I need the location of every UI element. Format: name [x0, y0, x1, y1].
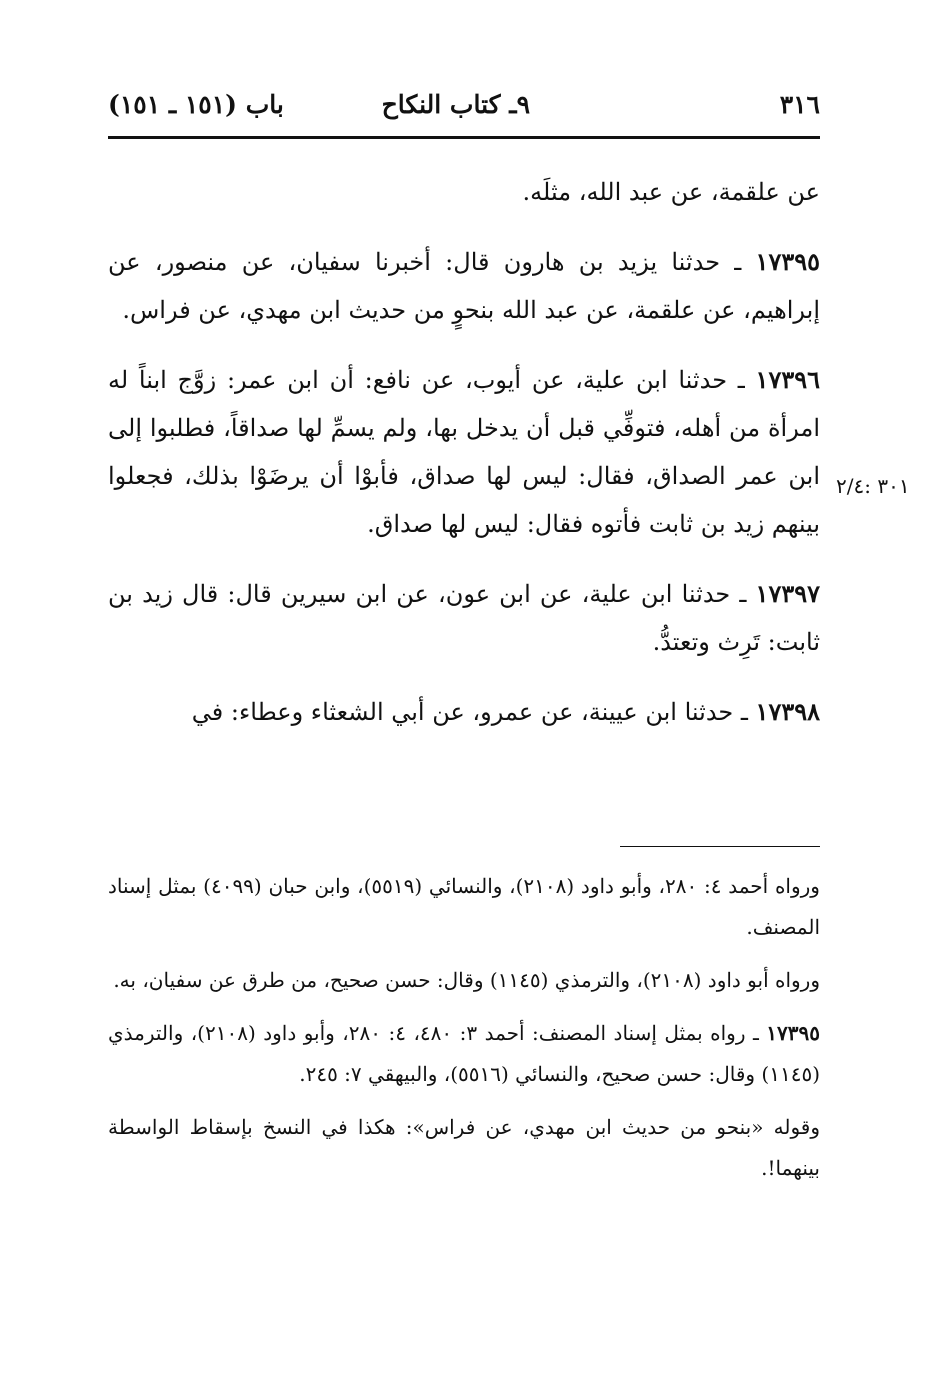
chapter-title: باب (١٥١ ـ ١٥١): [108, 90, 284, 119]
footnote: [108, 1013, 820, 1095]
page-number: ٣١٦: [779, 90, 820, 119]
page-header: [108, 86, 820, 136]
footnote-rule: [620, 846, 820, 847]
footnote-number: ١٧٣٩٥: [766, 1021, 821, 1045]
hadith-number: ١٧٣٩٥: [755, 247, 820, 276]
hadith-number: ١٧٣٩٧: [755, 579, 820, 608]
paragraph-text: ـ حدثنا ابن علية، عن ابن عون، عن ابن سيرين قال: قال زيد بن ثابت: تَرِث وتعتدُّ.: [108, 580, 820, 656]
paragraph-text: ـ حدثنا ابن عيينة، عن عمرو، عن أبي الشعثاء وعطاء: في: [191, 698, 756, 726]
paragraph: [108, 570, 820, 666]
paragraph-text: عن علقمة، عن عبد الله، مثلَه.: [522, 178, 820, 206]
footnote: [108, 1107, 820, 1189]
header-rule: [108, 136, 820, 139]
footnote-text: ـ رواه بمثل إسناد المصنف: أحمد ٣: ٤٨٠، ٤: ٢٨٠، وأبو داود (٢١٠٨)، والترمذي (١١٤٥) وقال: حسن صحيح، والنسائي (٥٥١٦)، والبيهقي ٧: ٢٤٥.: [108, 1021, 820, 1086]
paragraph-text: ـ حدثنا ابن علية، عن أيوب، عن نافع: أن ابن عمر: زوَّج ابناً له امرأة من أهله، فتوفِّي قبل أن يدخل بها، ولم يسمِّ لها صداقاً، فطلبوا إلى ابن عمر الصداق، فقال: ليس لها صداق، فأبوْا أن يرضَوْا بذلك، فجعلوا بينهم زيد بن ثابت فأتوه فقال: ليس لها صداق.: [108, 366, 820, 538]
main-text: [108, 168, 820, 758]
hadith-number: ١٧٣٩٨: [755, 697, 820, 726]
footnotes: [108, 866, 820, 1201]
paragraph-text: ـ حدثنا يزيد بن هارون قال: أخبرنا سفيان، عن منصور، عن إبراهيم، عن علقمة، عن عبد الله بنحوٍ من حديث ابن مهدي، عن فراس.: [108, 248, 820, 324]
book-title: ٩ـ كتاب النكاح: [381, 90, 530, 119]
footnote-text: ورواه أبو داود (٢١٠٨)، والترمذي (١١٤٥) وقال: حسن صحيح، من طرق عن سفيان، به.: [113, 968, 820, 992]
paragraph: [108, 238, 820, 334]
paragraph: [108, 688, 820, 736]
margin-reference: ٣٠١ :٢/٤: [836, 474, 910, 498]
hadith-number: ١٧٣٩٦: [755, 365, 820, 394]
footnote-text: وقوله «بنحو من حديث ابن مهدي، عن فراس»: هكذا في النسخ بإسقاط الواسطة بينهما!.: [108, 1115, 820, 1180]
footnote-text: ورواه أحمد ٤: ٢٨٠، وأبو داود (٢١٠٨)، والنسائي (٥٥١٩)، وابن حبان (٤٠٩٩) بمثل إسناد المصنف.: [108, 874, 820, 939]
footnote: [108, 866, 820, 948]
footnote: [108, 960, 820, 1001]
paragraph: [108, 168, 820, 216]
paragraph: [108, 356, 820, 548]
